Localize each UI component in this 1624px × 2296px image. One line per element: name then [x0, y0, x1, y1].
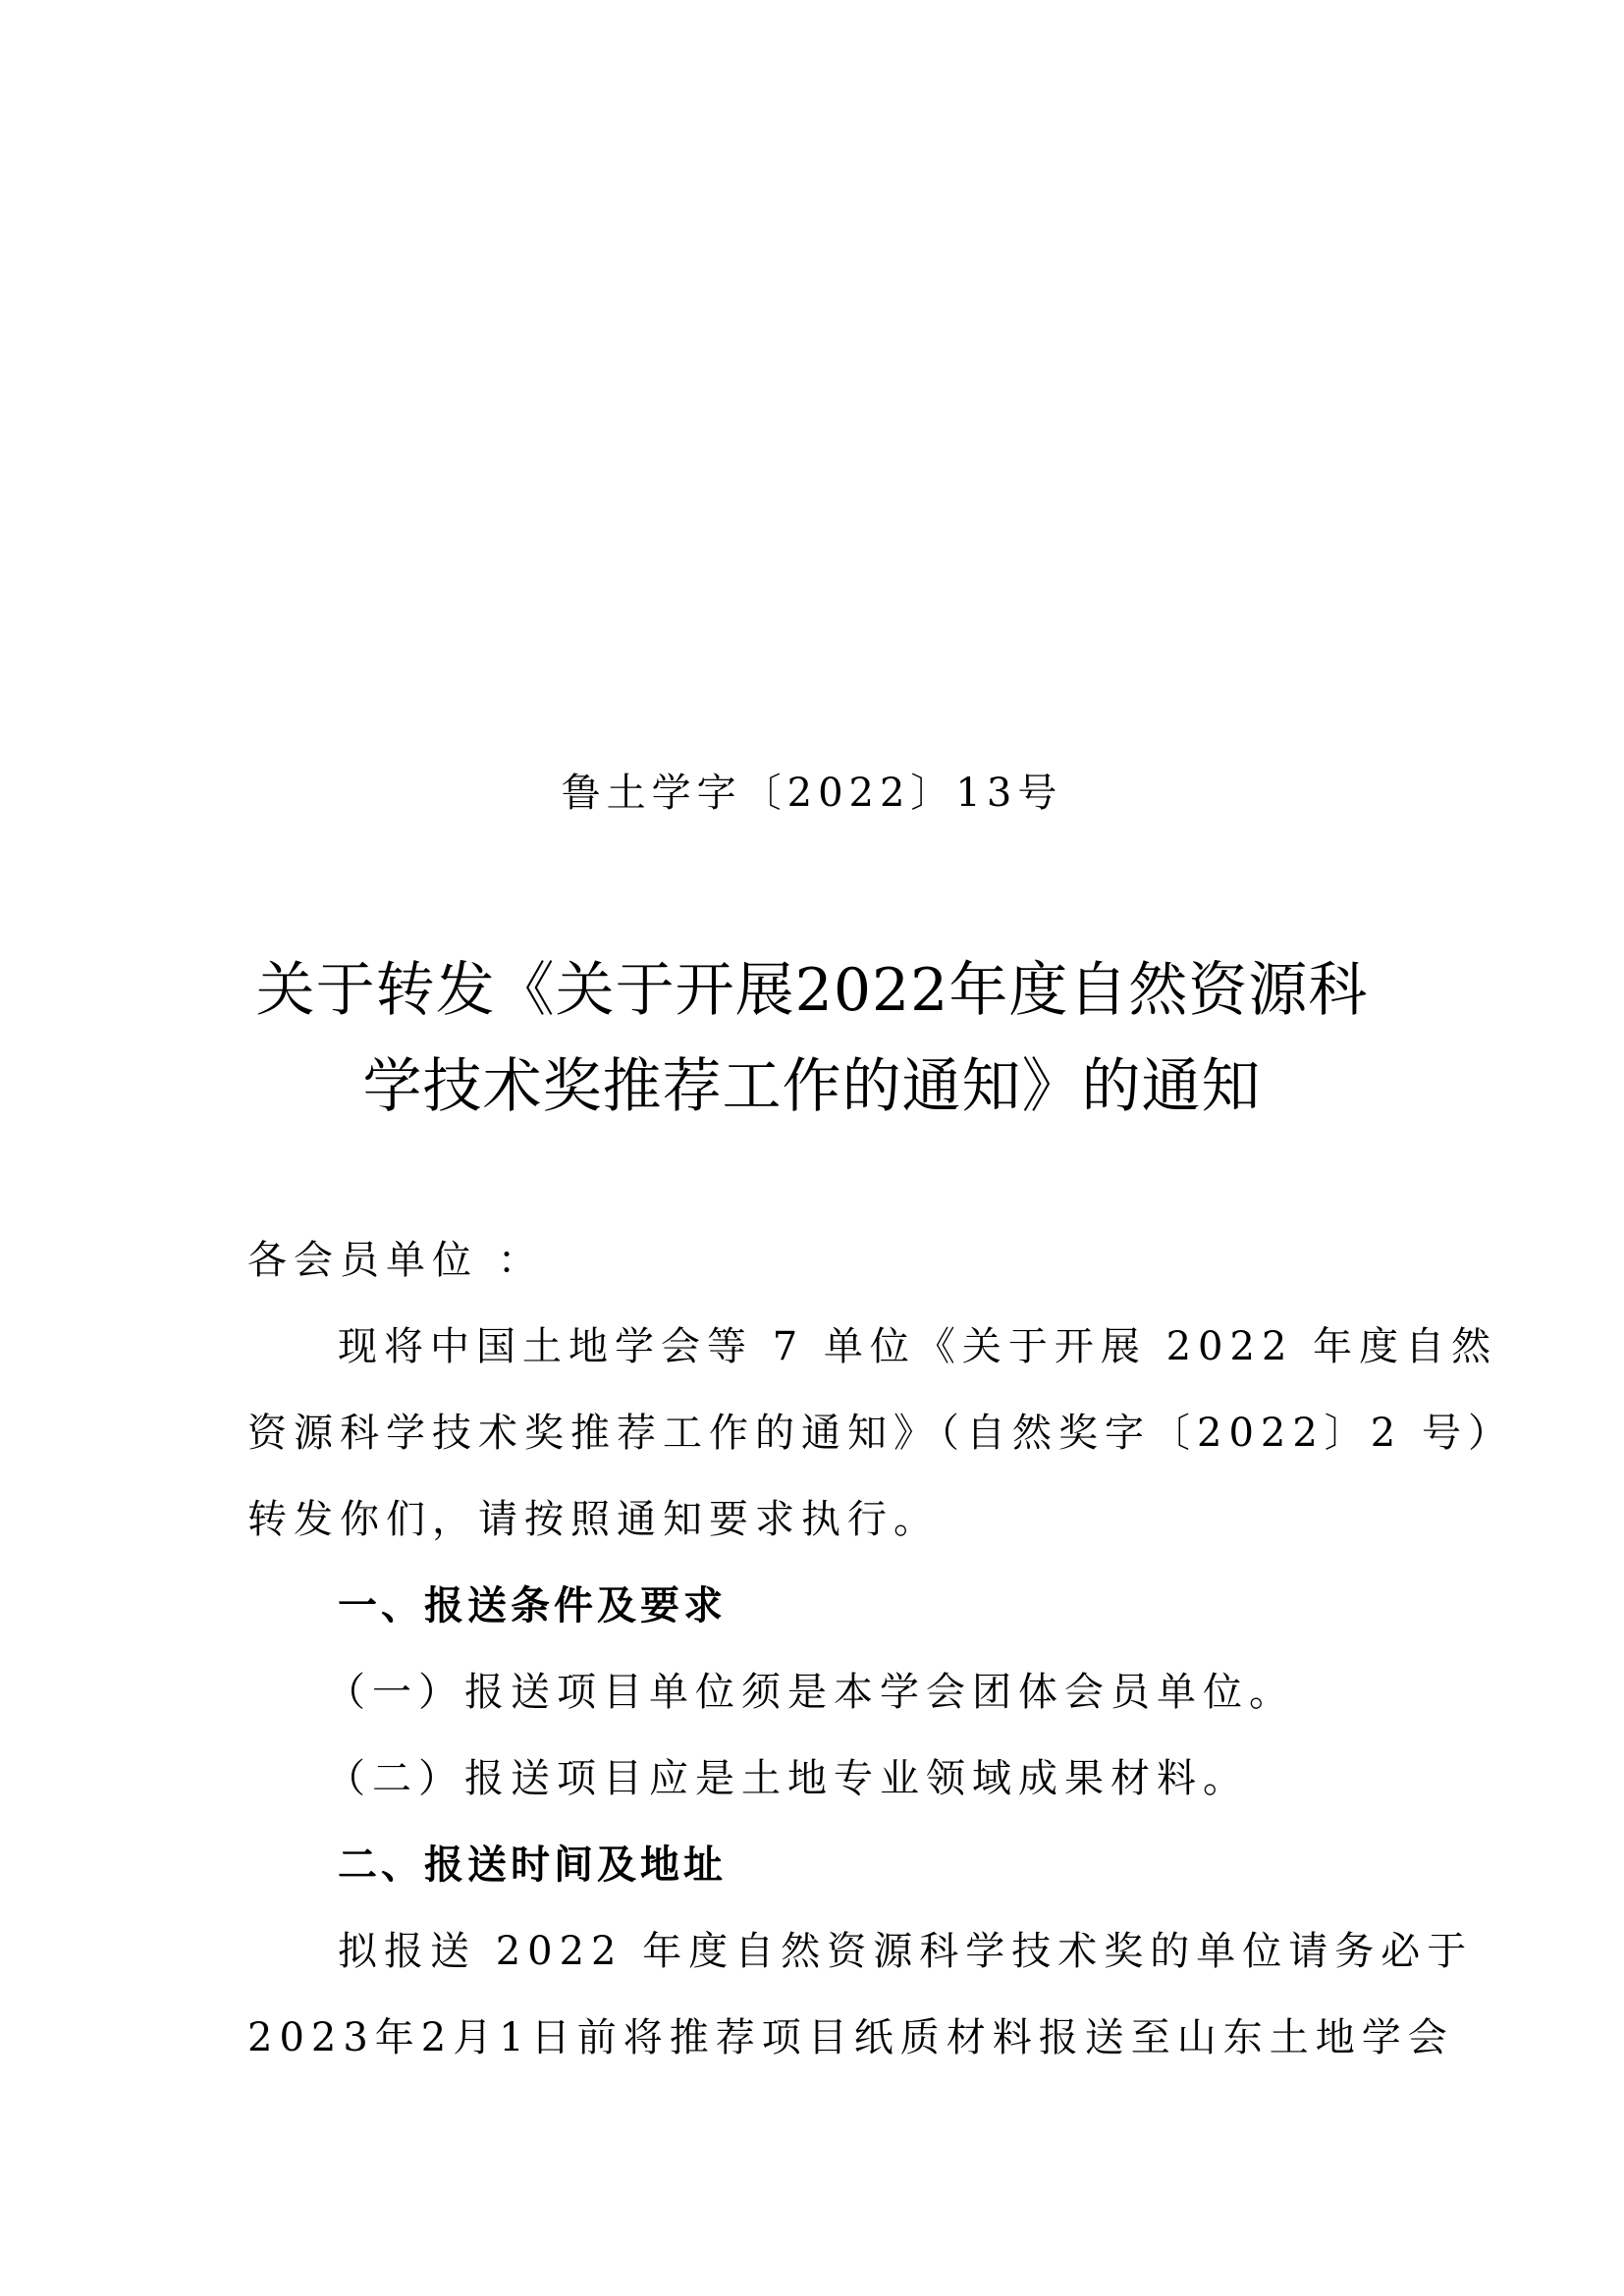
salutation: 各会员单位 ： — [247, 1238, 544, 1283]
document-title — [236, 942, 1388, 1135]
intro-line-2: 资源科学技术奖推荐工作的通知》（自然奖字〔2022〕2 号） — [247, 1411, 1514, 1456]
intro-line-1: 现将中国土地学会等 7 单位《关于开展 2022 年度自然 — [338, 1324, 1498, 1369]
section1-heading: 一、报送条件及要求 — [338, 1583, 727, 1629]
section1-item-1: （一）报送项目单位须是本学会团体会员单位。 — [326, 1670, 1295, 1715]
title-line-2: 学技术奖推荐工作的通知》的通知 — [362, 1052, 1262, 1121]
document-number: 鲁土学字〔2022〕13号 — [561, 771, 1063, 816]
section2-heading: 二、报送时间及地址 — [338, 1842, 727, 1888]
section2-line-2: 2023年2月1日前将推荐项目纸质材料报送至山东土地学会 — [247, 2015, 1454, 2060]
document-body — [247, 1217, 1514, 2081]
section2-line-1: 拟报送 2022 年度自然资源科学技术奖的单位请务必于 — [338, 1929, 1474, 1974]
title-line-1: 关于转发《关于开展2022年度自然资源科 — [255, 956, 1369, 1025]
intro-line-3: 转发你们，请按照通知要求执行。 — [247, 1497, 940, 1542]
section1-item-2: （二）报送项目应是土地专业领域成果材料。 — [326, 1756, 1249, 1801]
